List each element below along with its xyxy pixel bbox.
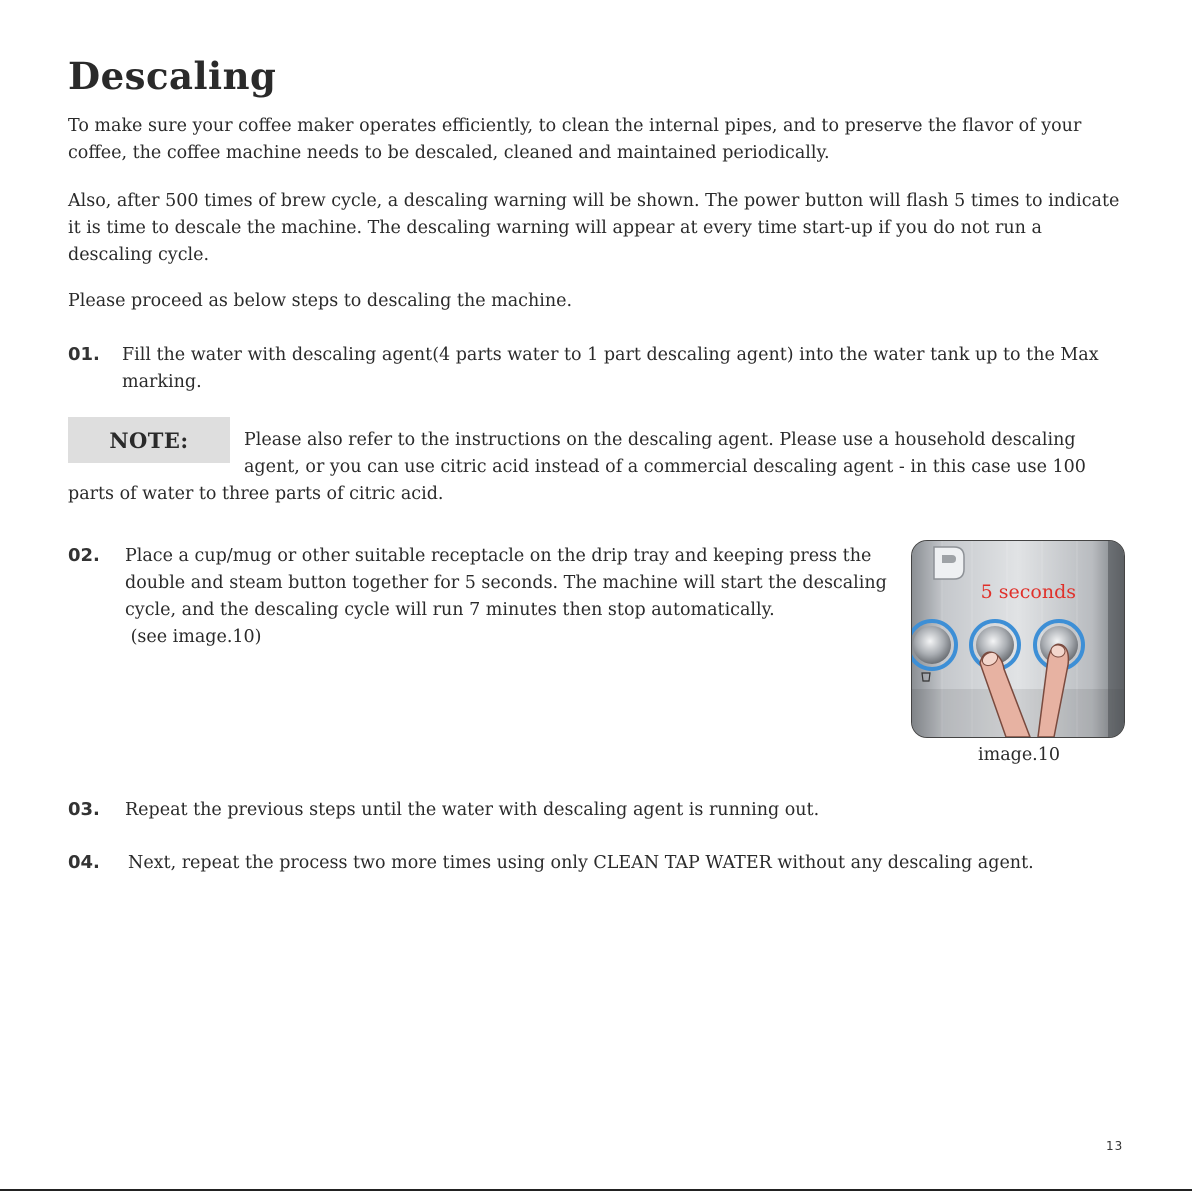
image-reference: (see image.10) — [125, 627, 262, 647]
note-text-line-1: Please also refer to the instructions on the descaling agent. Please use a household descaling — [244, 430, 1076, 450]
warning-paragraph: Also, after 500 times of brew cycle, a descaling warning will be shown. The power button will flash 5 times to indicate it is time to descale the machine. The descaling warning will appear at every time start-up if you do not run a descaling cycle. — [68, 191, 1120, 265]
page-number: 13 — [1106, 1139, 1124, 1153]
proceed-paragraph: Please proceed as below steps to descaling the machine. — [68, 291, 573, 311]
step-text: Place a cup/mug or other suitable receptacle on the drip tray and keeping press the double and steam button together for 5 seconds. The machine will start the descaling cycle, and the descaling cycle will run 7 minutes then stop automatically. — [125, 546, 887, 620]
step-text: Next, repeat the process two more times using only CLEAN TAP WATER without any descaling agent. — [128, 853, 1034, 873]
bottom-rule — [0, 1189, 1192, 1191]
page-title: Descaling — [68, 54, 277, 98]
buttons-photo — [911, 540, 1125, 738]
note-text-line-2: agent, or you can use citric acid instead of a commercial descaling agent - in this case use 100 — [244, 457, 1086, 477]
machine-panel-illustration — [912, 541, 1124, 737]
figure-caption: image.10 — [978, 745, 1061, 765]
note-label: NOTE: — [68, 417, 230, 463]
step-text: Fill the water with descaling agent(4 parts water to 1 part descaling agent) into the water tank up to the Max marking. — [122, 345, 1099, 392]
step-number: 03. — [68, 799, 100, 820]
note-text-line-3: parts of water to three parts of citric acid. — [68, 484, 444, 504]
brand-logo-icon — [934, 547, 964, 579]
duration-label: 5 seconds — [980, 581, 1076, 603]
step-number: 04. — [68, 852, 100, 873]
step-text: Repeat the previous steps until the water with descaling agent is running out. — [125, 800, 820, 820]
step-number: 02. — [68, 545, 100, 566]
step-number: 01. — [68, 344, 100, 365]
intro-paragraph: To make sure your coffee maker operates efficiently, to clean the internal pipes, and to preserve the flavor of your coffee, the coffee machine needs to be descaled, cleaned and maintained periodically. — [68, 116, 1082, 163]
